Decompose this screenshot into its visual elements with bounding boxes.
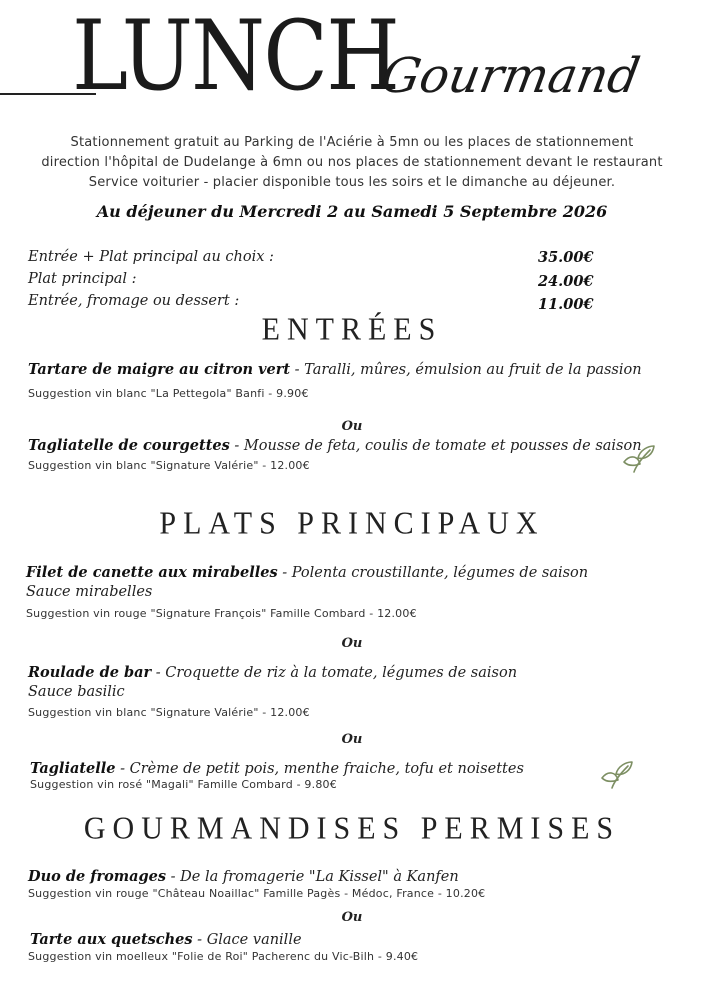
price-label: Plat principal :: [28, 271, 137, 287]
dish-gourmandise-1: [28, 868, 459, 885]
dish-name: Roulade de bar: [28, 664, 152, 681]
dish-description: - Glace vanille: [192, 932, 302, 948]
price-value: 11.00€: [538, 296, 594, 313]
dish-name: Filet de canette aux mirabelles: [26, 564, 278, 581]
price-label: Entrée, fromage ou dessert :: [28, 293, 240, 309]
section-title-plats: PLATS PRINCIPAUX: [159, 506, 545, 541]
dish-entree-1: [28, 361, 642, 378]
dish-description: - De la fromagerie "La Kissel" à Kanfen: [166, 869, 459, 885]
section-title-entrees: ENTRÉES: [261, 312, 443, 347]
price-value: 35.00€: [538, 249, 594, 266]
wine-suggestion: Suggestion vin blanc "Signature Valérie" - 12.00€: [28, 459, 310, 472]
price-value: 24.00€: [538, 273, 594, 290]
wine-suggestion: Suggestion vin rosé "Magali" Famille Combard - 9.80€: [30, 778, 337, 791]
dish-sauce: Sauce mirabelles: [26, 584, 153, 600]
or-separator: Ou: [341, 732, 363, 747]
dish-description: - Croquette de riz à la tomate, légumes de saison: [151, 665, 518, 681]
wine-suggestion: Suggestion vin blanc "Signature Valérie" - 12.00€: [28, 706, 310, 719]
or-separator: Ou: [341, 636, 363, 651]
dish-name: Duo de fromages: [28, 868, 167, 885]
dish-plat-1: [26, 564, 588, 581]
page-title: LUNCH: [72, 0, 399, 112]
dish-gourmandise-2: [30, 931, 302, 948]
leaf-icon: [598, 756, 634, 792]
dish-plat-2: [28, 664, 517, 681]
dish-description: - Taralli, mûres, émulsion au fruit de la passion: [290, 362, 642, 378]
dish-description: - Crème de petit pois, menthe fraiche, tofu et noisettes: [115, 761, 524, 777]
page-subtitle-script: Gourmand: [377, 48, 644, 104]
dish-name: Tarte aux quetsches: [30, 931, 193, 948]
wine-suggestion: Suggestion vin moelleux "Folie de Roi" Pacherenc du Vic-Bilh - 9.40€: [28, 950, 419, 963]
dish-sauce: Sauce basilic: [28, 684, 125, 700]
info-line-1: Stationnement gratuit au Parking de l'Aciérie à 5mn ou les places de stationnement: [70, 135, 634, 150]
dish-plat-3: [30, 760, 524, 777]
dish-name: Tagliatelle de courgettes: [28, 437, 230, 454]
wine-suggestion: Suggestion vin blanc "La Pettegola" Banfi - 9.90€: [28, 387, 309, 400]
or-separator: Ou: [341, 419, 363, 434]
wine-suggestion: Suggestion vin rouge "Signature François" Famille Combard - 12.00€: [26, 607, 417, 620]
dish-description: - Polenta croustillante, légumes de saison: [277, 565, 589, 581]
or-separator: Ou: [341, 910, 363, 925]
dish-entree-2: [28, 437, 642, 454]
leaf-icon: [620, 440, 656, 476]
section-title-gourmandises: GOURMANDISES PERMISES: [83, 811, 621, 846]
date-range: Au déjeuner du Mercredi 2 au Samedi 5 Septembre 2026: [96, 202, 608, 221]
info-line-3: Service voiturier - placier disponible tous les soirs et le dimanche au déjeuner.: [88, 175, 616, 190]
dish-name: Tartare de maigre au citron vert: [28, 361, 291, 378]
wine-suggestion: Suggestion vin rouge "Château Noaillac" Famille Pagès - Médoc, France - 10.20€: [28, 887, 486, 900]
dish-description: - Mousse de feta, coulis de tomate et pousses de saison: [229, 438, 642, 454]
dish-name: Tagliatelle: [30, 760, 116, 777]
info-line-2: direction l'hôpital de Dudelange à 6mn ou nos places de stationnement devant le restaurant: [41, 155, 663, 170]
price-label: Entrée + Plat principal au choix :: [28, 249, 274, 265]
